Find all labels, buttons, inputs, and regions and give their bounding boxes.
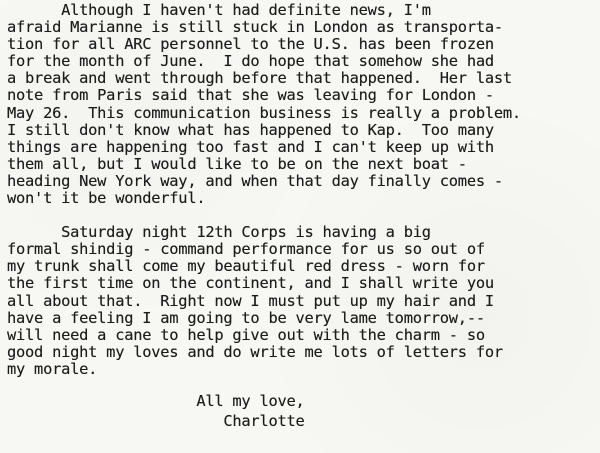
closing-line: All my love,: [7, 391, 305, 410]
text-line: will need a cane to help give out with the charm - so: [7, 325, 485, 344]
paragraph-gap: [7, 207, 597, 224]
text-line: note from Paris said that she was leaving for London -: [7, 86, 494, 105]
closing-block: [7, 393, 597, 433]
typed-letter: [7, 2, 597, 433]
text-line: Although I haven't had definite news, I'm: [7, 1, 431, 19]
text-line: good night my loves and do write me lots of letters for: [7, 342, 503, 361]
text-line: them all, but I would like to be on the next boat -: [7, 154, 467, 173]
text-line: afraid Marianne is still stuck in London as transporta-: [7, 18, 503, 37]
text-line: have a feeling I am going to be very lame tomorrow,--: [7, 308, 485, 327]
text-line: May 26. This communication business is really a problem.: [7, 103, 521, 122]
text-line: I still don't know what has happened to Kap. Too many: [7, 120, 494, 139]
text-line: a break and went through before that happened. Her last: [7, 69, 512, 88]
text-line: won't it be wonderful.: [7, 189, 206, 208]
text-line: heading New York way, and when that day finally comes -: [7, 171, 503, 190]
text-line: things are happening too fast and I can't keep up with: [7, 137, 494, 156]
text-line: my morale.: [7, 359, 98, 378]
text-line: tion for all ARC personnel to the U.S. has been frozen: [7, 35, 494, 54]
text-line: formal shindig - command performance for us so out of: [7, 240, 485, 259]
text-line: Saturday night 12th Corps is having a big: [7, 223, 431, 242]
text-line: my trunk shall come my beautiful red dress - worn for: [7, 257, 485, 276]
paragraph-1: [7, 2, 597, 207]
signature-line: Charlotte: [7, 411, 305, 430]
text-line: the first time on the continent, and I shall write you: [7, 274, 494, 293]
text-line: all about that. Right now I must put up my hair and I: [7, 291, 494, 310]
text-line: for the month of June. I do hope that somehow she had: [7, 52, 494, 71]
paragraph-2: [7, 224, 597, 378]
